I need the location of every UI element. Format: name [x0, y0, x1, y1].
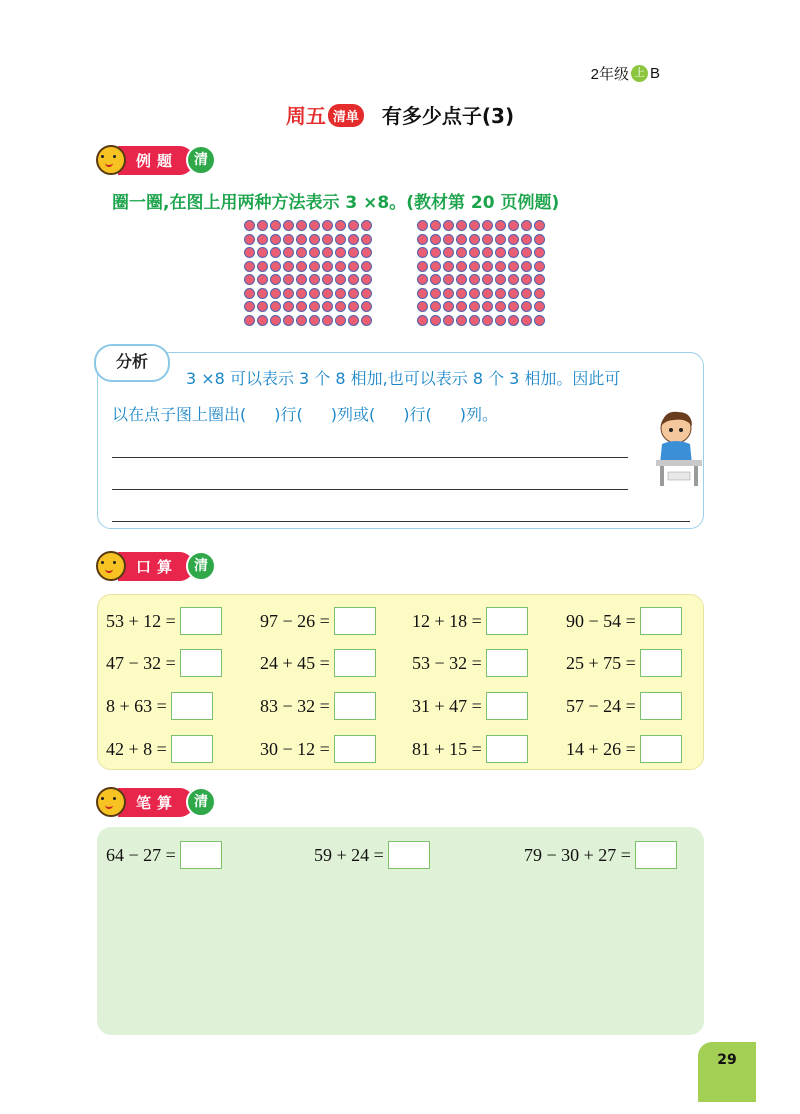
oral-equation: [106, 735, 213, 763]
dot: [521, 234, 532, 245]
answer-box[interactable]: [486, 735, 528, 763]
dot: [417, 288, 428, 299]
dot: [508, 315, 519, 326]
dot: [361, 301, 372, 312]
title-day: 周五: [285, 104, 326, 128]
section-oral-header: [96, 550, 216, 582]
dot: [430, 288, 441, 299]
dot: [495, 301, 506, 312]
dot: [283, 315, 294, 326]
dot: [443, 315, 454, 326]
dot: [534, 301, 545, 312]
dot: [335, 234, 346, 245]
dot: [283, 274, 294, 285]
oral-equation: [106, 607, 222, 635]
dot: [348, 247, 359, 258]
answer-box[interactable]: [486, 649, 528, 677]
dot: [521, 301, 532, 312]
dot: [296, 220, 307, 231]
answer-box[interactable]: [635, 841, 677, 869]
dot: [417, 301, 428, 312]
dot: [430, 301, 441, 312]
dot: [270, 288, 281, 299]
equation-text: 31 + 47 =: [412, 695, 482, 716]
qing-icon: 清: [186, 145, 216, 175]
dot: [482, 288, 493, 299]
written-equation: [106, 841, 222, 869]
equation-text: 14 + 26 =: [566, 738, 636, 759]
dot: [417, 220, 428, 231]
dot: [456, 315, 467, 326]
bee-icon: [96, 551, 126, 581]
dot: [417, 315, 428, 326]
equation-text: 59 + 24 =: [314, 844, 384, 865]
oral-equation: [412, 735, 528, 763]
section-written-header: [96, 786, 216, 818]
dot: [521, 274, 532, 285]
dot: [430, 234, 441, 245]
oral-equation: [260, 607, 376, 635]
dot: [335, 274, 346, 285]
dot: [348, 315, 359, 326]
dot: [283, 247, 294, 258]
dot: [534, 234, 545, 245]
dot: [508, 220, 519, 231]
oral-equation: [260, 649, 376, 677]
dot: [534, 261, 545, 272]
analysis-text-line2: [112, 402, 498, 425]
dot: [430, 247, 441, 258]
dot: [322, 301, 333, 312]
dot: [443, 288, 454, 299]
answer-box[interactable]: [640, 735, 682, 763]
dot: [495, 274, 506, 285]
equation-text: 47 − 32 =: [106, 652, 176, 673]
oral-equation: [260, 735, 376, 763]
dot: [495, 261, 506, 272]
dot: [322, 261, 333, 272]
dot: [309, 234, 320, 245]
dot: [322, 220, 333, 231]
dot: [361, 234, 372, 245]
dot: [335, 288, 346, 299]
dot: [508, 301, 519, 312]
oral-equation: [412, 649, 528, 677]
answer-box[interactable]: [486, 607, 528, 635]
dot: [521, 220, 532, 231]
dot: [270, 247, 281, 258]
answer-box[interactable]: [180, 649, 222, 677]
oral-equation: [106, 649, 222, 677]
dot: [296, 274, 307, 285]
dot: [495, 288, 506, 299]
written-equation: [524, 841, 677, 869]
written-equation: [314, 841, 430, 869]
equation-text: 97 − 26 =: [260, 610, 330, 631]
equation-text: 64 − 27 =: [106, 844, 176, 865]
dot: [270, 315, 281, 326]
equation-text: 57 − 24 =: [566, 695, 636, 716]
dot: [534, 247, 545, 258]
dot: [521, 261, 532, 272]
dot: [257, 315, 268, 326]
dot: [270, 234, 281, 245]
dot: [322, 274, 333, 285]
page-title: [0, 100, 800, 129]
dot: [443, 274, 454, 285]
analysis-text-line1: 3 ×8 可以表示 3 个 8 相加,也可以表示 8 个 3 相加。因此可: [186, 369, 621, 388]
dot: [270, 274, 281, 285]
oral-equation: [260, 692, 376, 720]
dot: [348, 234, 359, 245]
section-example-header: [96, 144, 216, 176]
dot: [443, 234, 454, 245]
dot: [456, 220, 467, 231]
dot: [361, 261, 372, 272]
dot: [469, 274, 480, 285]
dot: [309, 220, 320, 231]
analysis-text-part: 以在点子图上圈出(: [112, 405, 247, 424]
dot: [335, 247, 346, 258]
dot: [456, 247, 467, 258]
dot: [508, 274, 519, 285]
grade-circle: 上: [631, 65, 648, 82]
answer-box[interactable]: [171, 735, 213, 763]
dot: [417, 261, 428, 272]
analysis-label: 分析: [94, 344, 170, 382]
dot: [244, 220, 255, 231]
answer-line[interactable]: [112, 489, 628, 490]
answer-box[interactable]: [334, 735, 376, 763]
grade-suffix: B: [649, 65, 660, 82]
answer-box[interactable]: [640, 649, 682, 677]
dot: [296, 247, 307, 258]
dot: [322, 234, 333, 245]
answer-box[interactable]: [334, 692, 376, 720]
dot: [456, 274, 467, 285]
dot: [534, 315, 545, 326]
dot: [257, 247, 268, 258]
dot: [417, 247, 428, 258]
answer-box[interactable]: [180, 841, 222, 869]
dot: [508, 234, 519, 245]
equation-text: 79 − 30 + 27 =: [524, 844, 631, 865]
dot: [296, 234, 307, 245]
answer-line[interactable]: [112, 521, 690, 522]
grade-prefix: 2年级: [590, 66, 629, 83]
dot: [469, 234, 480, 245]
equation-text: 25 + 75 =: [566, 652, 636, 673]
dot: [430, 274, 441, 285]
dot: [469, 247, 480, 258]
dot: [469, 220, 480, 231]
dot: [309, 274, 320, 285]
page-number: 29: [698, 1042, 756, 1102]
answer-box[interactable]: [180, 607, 222, 635]
section-oral-label: 口算: [118, 552, 194, 581]
analysis-text-part: )行(: [274, 405, 303, 424]
dot: [521, 247, 532, 258]
dot: [283, 220, 294, 231]
dot: [456, 234, 467, 245]
dot: [296, 315, 307, 326]
dot: [521, 288, 532, 299]
dot: [443, 220, 454, 231]
dot: [534, 274, 545, 285]
dot: [348, 301, 359, 312]
dot: [270, 301, 281, 312]
oral-equation: [566, 692, 682, 720]
dot: [430, 261, 441, 272]
answer-box[interactable]: [334, 607, 376, 635]
example-prompt: 圈一圈,在图上用两种方法表示 3 ×8。(教材第 20 页例题): [112, 193, 560, 213]
dot-grid-left: [244, 220, 374, 328]
dot: [361, 220, 372, 231]
equation-text: 8 + 63 =: [106, 695, 167, 716]
dot: [534, 288, 545, 299]
dot: [335, 315, 346, 326]
dot: [361, 288, 372, 299]
answer-box[interactable]: [640, 607, 682, 635]
dot: [482, 274, 493, 285]
dot: [495, 220, 506, 231]
dot: [469, 261, 480, 272]
dot: [430, 220, 441, 231]
dot: [443, 301, 454, 312]
dot: [456, 288, 467, 299]
equation-text: 53 − 32 =: [412, 652, 482, 673]
equation-text: 42 + 8 =: [106, 738, 167, 759]
dot: [270, 220, 281, 231]
analysis-text-part: )列或(: [330, 405, 376, 424]
dot: [296, 288, 307, 299]
dot: [456, 261, 467, 272]
qing-icon: 清: [186, 787, 216, 817]
analysis-text-part: )行(: [403, 405, 432, 424]
dot: [361, 315, 372, 326]
dot: [244, 274, 255, 285]
dot: [417, 274, 428, 285]
dot: [508, 288, 519, 299]
answer-box[interactable]: [388, 841, 430, 869]
dot: [257, 274, 268, 285]
dot: [244, 301, 255, 312]
dot: [482, 247, 493, 258]
equation-text: 81 + 15 =: [412, 738, 482, 759]
section-written-label: 笔算: [118, 788, 194, 817]
dot: [309, 261, 320, 272]
bee-icon: [96, 787, 126, 817]
dot: [283, 301, 294, 312]
dot: [348, 288, 359, 299]
dot: [283, 288, 294, 299]
answer-box[interactable]: [640, 692, 682, 720]
dot: [296, 261, 307, 272]
equation-text: 83 − 32 =: [260, 695, 330, 716]
analysis-text-part: )列。: [459, 405, 498, 424]
dot: [257, 234, 268, 245]
oral-equation: [566, 735, 682, 763]
dot: [508, 247, 519, 258]
dot: [244, 261, 255, 272]
dot: [495, 315, 506, 326]
dot: [322, 315, 333, 326]
dot: [257, 288, 268, 299]
dot: [348, 261, 359, 272]
answer-box[interactable]: [334, 649, 376, 677]
oral-equation: [412, 607, 528, 635]
dot: [495, 234, 506, 245]
bee-icon: [96, 145, 126, 175]
dot: [309, 288, 320, 299]
equation-text: 12 + 18 =: [412, 610, 482, 631]
dot: [508, 261, 519, 272]
student-illustration: [652, 408, 704, 488]
dot: [296, 301, 307, 312]
dot: [244, 234, 255, 245]
dot: [469, 288, 480, 299]
equation-text: 90 − 54 =: [566, 610, 636, 631]
dot: [469, 315, 480, 326]
dot: [257, 220, 268, 231]
dot: [283, 261, 294, 272]
dot: [309, 315, 320, 326]
answer-line[interactable]: [112, 457, 628, 458]
dot: [335, 261, 346, 272]
dot: [456, 301, 467, 312]
dot: [309, 301, 320, 312]
dot: [469, 301, 480, 312]
dot: [534, 220, 545, 231]
dot: [322, 288, 333, 299]
oral-equation: [106, 692, 213, 720]
grade-label: [591, 63, 660, 84]
dot: [270, 261, 281, 272]
dot-grid-right: [417, 220, 547, 328]
dot: [335, 220, 346, 231]
dot: [348, 220, 359, 231]
oral-equation: [566, 649, 682, 677]
dot: [361, 274, 372, 285]
dot: [495, 247, 506, 258]
dot: [482, 301, 493, 312]
dot: [482, 261, 493, 272]
dot: [283, 234, 294, 245]
dot: [348, 274, 359, 285]
dot: [521, 315, 532, 326]
answer-box[interactable]: [171, 692, 213, 720]
dot: [482, 220, 493, 231]
dot: [257, 301, 268, 312]
equation-text: 30 − 12 =: [260, 738, 330, 759]
dot: [482, 234, 493, 245]
section-example-label: 例题: [118, 146, 194, 175]
answer-box[interactable]: [486, 692, 528, 720]
dot: [361, 247, 372, 258]
dot: [482, 315, 493, 326]
dot: [335, 301, 346, 312]
oral-equation: [566, 607, 682, 635]
dot: [443, 261, 454, 272]
equation-text: 53 + 12 =: [106, 610, 176, 631]
dot: [443, 247, 454, 258]
title-badge: 清单: [328, 104, 364, 127]
qing-icon: 清: [186, 551, 216, 581]
dot: [417, 234, 428, 245]
dot: [244, 315, 255, 326]
dot: [430, 315, 441, 326]
dot: [309, 247, 320, 258]
oral-equation: [412, 692, 528, 720]
dot: [244, 288, 255, 299]
dot: [244, 247, 255, 258]
title-topic: 有多少点子(3): [381, 104, 515, 128]
dot: [257, 261, 268, 272]
equation-text: 24 + 45 =: [260, 652, 330, 673]
dot: [322, 247, 333, 258]
